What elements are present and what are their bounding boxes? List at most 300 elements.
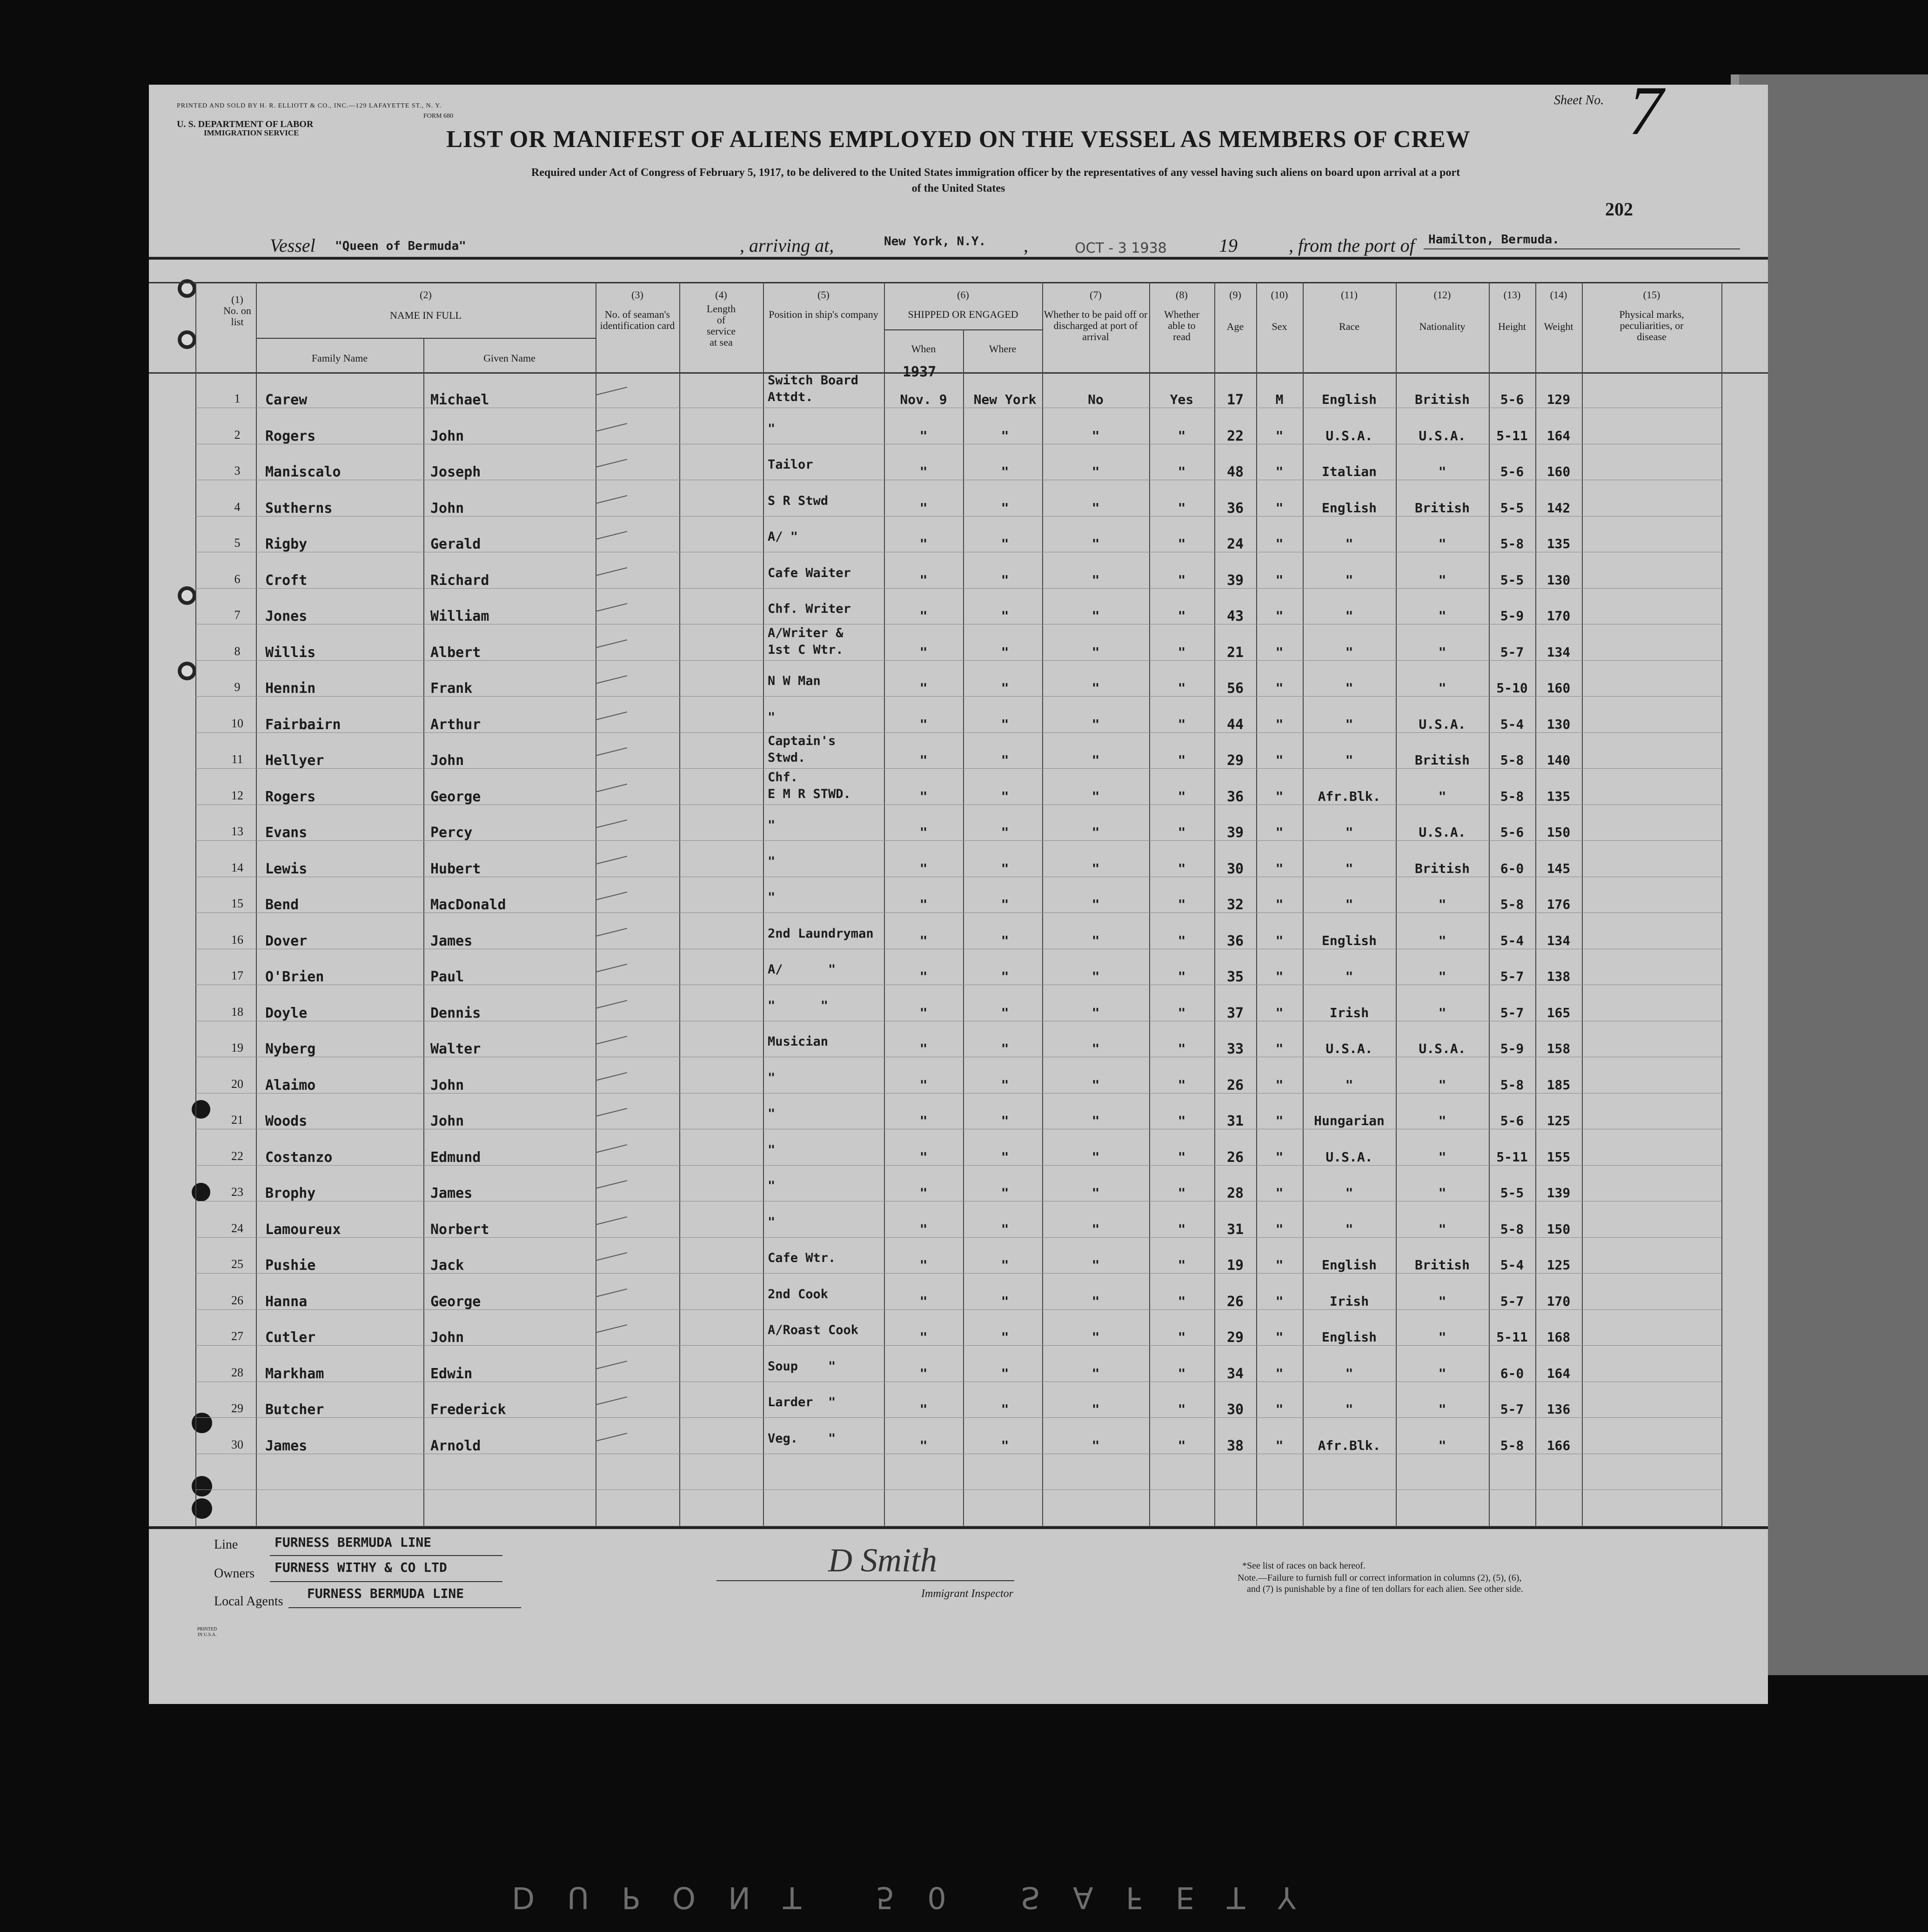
paid-off: " [1091, 1257, 1100, 1273]
height: 5-11 [1496, 1329, 1528, 1345]
engaged-when: " [919, 752, 928, 768]
sex: " [1275, 1329, 1284, 1345]
age: 29 [1226, 1329, 1244, 1346]
column-rule [256, 282, 257, 1526]
year-label: 19 [1219, 235, 1238, 256]
weight: 135 [1546, 789, 1571, 804]
family-name: Carew [265, 392, 308, 408]
engaged-where: " [1001, 464, 1009, 479]
col-label: Height [1498, 321, 1526, 332]
age: 34 [1226, 1366, 1244, 1382]
col-label: Whether to be paid off or discharged at port of arrival [1044, 309, 1148, 342]
arriving-label: , arriving at, [740, 235, 834, 256]
paid-off: " [1091, 897, 1100, 912]
nationality: British [1414, 500, 1470, 516]
able-to-read: " [1178, 1438, 1186, 1453]
height: 5-7 [1500, 969, 1524, 984]
engaged-when: " [919, 1005, 928, 1020]
id-card-check-mark [596, 784, 627, 792]
manifest-sheet [149, 85, 1768, 1704]
column-rule [1721, 282, 1722, 1526]
arrival-date-stamp: OCT - 3 1938 [1075, 240, 1167, 256]
able-to-read: " [1178, 1185, 1186, 1201]
engaged-where: " [1001, 933, 1009, 948]
engaged-when: " [919, 1149, 928, 1165]
row-rule [195, 1345, 1721, 1346]
paid-off: " [1091, 752, 1100, 768]
id-card-check-mark [596, 1216, 627, 1225]
paid-off: " [1091, 1005, 1100, 1020]
col-label: No. of seaman's identification card [600, 309, 675, 331]
engaged-when: " [919, 500, 928, 516]
id-card-check-mark [596, 495, 627, 504]
weight: 185 [1546, 1077, 1571, 1093]
table-top-rule [149, 257, 1768, 260]
col-number: (5) [817, 289, 830, 301]
family-name: Maniscalo [265, 464, 341, 480]
paid-off: " [1091, 1185, 1100, 1201]
given-name: Gerald [430, 536, 481, 552]
manifest-title: LIST OR MANIFEST OF ALIENS EMPLOYED ON THE VESSEL AS MEMBERS OF CREW [446, 126, 1471, 153]
race: " [1345, 717, 1353, 732]
engaged-where: " [1001, 428, 1009, 443]
family-name: Bend [265, 897, 299, 913]
col-number: (4) [715, 289, 727, 301]
nationality: " [1438, 1294, 1446, 1309]
height: 5-8 [1500, 1077, 1524, 1093]
given-name: Jack [430, 1257, 464, 1274]
weight: 140 [1546, 752, 1571, 768]
engaged-where: " [1001, 789, 1009, 804]
age: 26 [1226, 1149, 1244, 1166]
from-port-label: , from the port of [1289, 235, 1415, 256]
sex: " [1275, 1402, 1284, 1417]
sex: " [1275, 464, 1284, 479]
race: " [1345, 969, 1353, 984]
nationality: " [1438, 1221, 1446, 1237]
race: U.S.A. [1326, 428, 1373, 443]
engaged-where: " [1001, 680, 1009, 696]
nationality: British [1414, 752, 1470, 768]
age: 56 [1226, 680, 1244, 697]
given-name: Norbert [430, 1221, 489, 1238]
height: 5-8 [1500, 752, 1524, 768]
row-number: 28 [231, 1366, 243, 1379]
sheet-number: 7 [1628, 85, 1663, 149]
sex: M [1275, 392, 1284, 407]
weight: 160 [1546, 680, 1571, 696]
line-label: Line [214, 1537, 238, 1552]
id-card-check-mark [596, 819, 627, 828]
engaged-where: " [1001, 1402, 1009, 1417]
engaged-when: " [919, 1221, 928, 1237]
row-number: 4 [234, 500, 241, 514]
row-number: 22 [231, 1149, 243, 1163]
paid-off: " [1091, 464, 1100, 479]
position: " [768, 818, 776, 832]
sex: " [1275, 1005, 1284, 1020]
family-name: Fairbairn [265, 717, 341, 733]
weight: 168 [1546, 1329, 1571, 1345]
row-rule [195, 1273, 1721, 1274]
paid-off: " [1091, 1041, 1100, 1056]
family-name: Butcher [265, 1402, 324, 1418]
position: " [768, 1107, 776, 1121]
engaged-when: " [919, 825, 928, 840]
sex: " [1275, 1366, 1284, 1381]
position: " [768, 890, 776, 905]
able-to-read: " [1178, 897, 1186, 912]
col-physical-marks-header [1582, 289, 1721, 342]
id-card-check-mark [596, 387, 627, 396]
position: " [768, 1143, 776, 1157]
nationality: " [1438, 969, 1446, 984]
column-rule [884, 282, 885, 1526]
col-number: (7) [1090, 289, 1102, 301]
height: 5-5 [1500, 572, 1524, 588]
weight: 145 [1546, 861, 1571, 876]
able-to-read: " [1178, 1329, 1186, 1345]
able-to-read: " [1178, 1113, 1186, 1128]
agents-stamp: FURNESS BERMUDA LINE [307, 1586, 464, 1601]
sex: " [1275, 1294, 1284, 1309]
engaged-where: " [1001, 1294, 1009, 1309]
position: " " [768, 999, 829, 1013]
sheet-label: Sheet No. [1554, 93, 1604, 107]
family-name: Sutherns [265, 500, 333, 517]
height: 5-7 [1500, 1005, 1524, 1020]
able-to-read: " [1178, 933, 1186, 948]
id-card-check-mark [596, 747, 627, 756]
paid-off: " [1091, 1366, 1100, 1381]
col-number: (10) [1271, 289, 1288, 301]
id-card-check-mark [596, 567, 627, 576]
line-underline [270, 1555, 502, 1556]
service: IMMIGRATION SERVICE [204, 128, 299, 137]
race: " [1345, 1402, 1353, 1417]
id-card-check-mark [596, 856, 627, 865]
height: 5-11 [1496, 428, 1528, 443]
penalty-note: Note.—Failure to furnish full or correct information in columns (2), (5), (6), [1238, 1573, 1522, 1583]
able-to-read: " [1178, 969, 1186, 984]
col-label: Sex [1272, 321, 1287, 332]
col-number: (12) [1433, 289, 1451, 301]
able-to-read: " [1178, 500, 1186, 516]
col-number: (8) [1176, 289, 1188, 301]
col-label: Weight [1544, 321, 1573, 332]
col-id-card-header [596, 289, 679, 331]
nationality: " [1438, 464, 1446, 479]
weight: 166 [1546, 1438, 1571, 1453]
position: Veg. " [768, 1431, 836, 1446]
height: 5-6 [1500, 464, 1524, 479]
id-card-check-mark [596, 675, 627, 684]
engaged-when: " [919, 1366, 928, 1381]
age: 43 [1226, 608, 1244, 624]
age: 39 [1226, 825, 1244, 841]
nationality: U.S.A. [1419, 428, 1466, 443]
punch-hole [192, 1413, 212, 1433]
id-card-check-mark [596, 1072, 627, 1081]
position: 2nd Cook [768, 1287, 829, 1301]
age: 24 [1226, 536, 1244, 552]
position: Chf. Writer [768, 602, 851, 616]
able-to-read: " [1178, 464, 1186, 479]
engaged-where: " [1001, 608, 1009, 624]
able-to-read: " [1178, 572, 1186, 588]
engaged-where: " [1001, 1438, 1009, 1453]
age: 37 [1226, 1005, 1244, 1021]
age: 35 [1226, 969, 1244, 985]
given-name: Frederick [430, 1402, 506, 1418]
position: A/ " [768, 962, 836, 977]
race: English [1321, 933, 1377, 948]
owners-underline [270, 1581, 502, 1582]
col-given-header: Given Name [483, 352, 536, 364]
given-name: George [430, 789, 481, 805]
paid-off: " [1091, 536, 1100, 551]
sex: " [1275, 969, 1284, 984]
position: Switch Board [768, 373, 859, 388]
col-where-header: Where [989, 343, 1017, 355]
height: 5-8 [1500, 897, 1524, 912]
id-card-check-mark [596, 1433, 627, 1442]
punch-hole [192, 1476, 212, 1496]
height: 5-6 [1500, 392, 1524, 407]
col-no-header [219, 294, 256, 328]
race: " [1345, 680, 1353, 696]
given-name: Arthur [430, 717, 481, 733]
family-name: Hanna [265, 1294, 308, 1310]
weight: 176 [1546, 897, 1571, 912]
row-rule [195, 732, 1721, 733]
engaged-where: " [1001, 861, 1009, 876]
race: U.S.A. [1326, 1041, 1373, 1056]
engaged-when: " [919, 428, 928, 443]
row-number: 19 [231, 1041, 243, 1054]
engaged-when: " [919, 1294, 928, 1309]
age: 32 [1226, 897, 1244, 913]
paid-off: " [1091, 717, 1100, 732]
engaged-when: " [919, 1185, 928, 1201]
col-label: SHIPPED OR ENGAGED [908, 309, 1018, 320]
nationality: " [1438, 680, 1446, 696]
given-name: John [430, 1113, 464, 1129]
family-name: Lewis [265, 861, 308, 877]
race: " [1345, 608, 1353, 624]
engaged-where: " [1001, 1005, 1009, 1020]
age: 21 [1226, 644, 1244, 661]
race: " [1345, 1366, 1353, 1381]
given-name: MacDonald [430, 897, 506, 913]
family-name: Markham [265, 1366, 324, 1382]
family-name: Hennin [265, 680, 316, 697]
id-card-check-mark [596, 1144, 627, 1153]
paid-off: " [1091, 1113, 1100, 1128]
sex: " [1275, 1077, 1284, 1093]
race: " [1345, 1221, 1353, 1237]
able-to-read: " [1178, 1149, 1186, 1165]
nationality: British [1414, 861, 1470, 876]
nationality: " [1438, 536, 1446, 551]
height: 6-0 [1500, 1366, 1524, 1381]
race: Irish [1329, 1005, 1369, 1020]
id-card-check-mark [596, 603, 627, 612]
height: 5-10 [1496, 680, 1528, 696]
row-number: 3 [234, 464, 241, 477]
nationality: " [1438, 644, 1446, 660]
sex: " [1275, 897, 1284, 912]
engaged-where: " [1001, 572, 1009, 588]
col-number: (6) [957, 289, 969, 301]
family-name: Jones [265, 608, 308, 624]
weight: 165 [1546, 1005, 1571, 1020]
id-card-check-mark [596, 459, 627, 468]
race: " [1345, 825, 1353, 840]
col-number: (9) [1229, 289, 1241, 301]
weight: 164 [1546, 1366, 1571, 1381]
paid-off: " [1091, 1294, 1100, 1309]
row-number: 6 [234, 572, 241, 586]
family-name: Lamoureux [265, 1221, 341, 1238]
given-name: Edwin [430, 1366, 473, 1382]
race: English [1321, 392, 1377, 407]
penalty-note-2: and (7) is punishable by a fine of ten dollars for each alien. See other side. [1247, 1584, 1523, 1594]
height: 5-9 [1500, 1041, 1524, 1056]
engaged-when: " [919, 969, 928, 984]
col-number: (11) [1341, 289, 1358, 301]
nationality: " [1438, 789, 1446, 804]
row-number: 24 [231, 1221, 243, 1235]
race: Italian [1321, 464, 1377, 479]
weight: 170 [1546, 608, 1571, 624]
inspector-signature: D Smith [828, 1542, 937, 1579]
engaged-where: New York [973, 392, 1037, 407]
engaged-where: " [1001, 825, 1009, 840]
age: 17 [1226, 392, 1244, 408]
given-name: Richard [430, 572, 489, 589]
family-name: James [265, 1438, 308, 1454]
given-name: Frank [430, 680, 473, 697]
family-name: Nyberg [265, 1041, 316, 1057]
family-name: Rigby [265, 536, 308, 552]
col-label: No. on list [223, 305, 251, 328]
col-height-header [1489, 289, 1535, 332]
row-number: 1 [234, 392, 241, 405]
row-rule [195, 1489, 1721, 1490]
weight: 139 [1546, 1185, 1571, 1201]
engaged-when: " [919, 680, 928, 696]
row-number: 29 [231, 1402, 243, 1415]
engaged-where: " [1001, 1113, 1009, 1128]
col-position-header [763, 289, 884, 320]
engaged-where: " [1001, 1077, 1009, 1093]
engaged-when: " [919, 717, 928, 732]
row-rule [195, 1237, 1721, 1238]
nationality: " [1438, 1113, 1446, 1128]
given-name: Edmund [430, 1149, 481, 1166]
punch-hole [192, 1100, 210, 1119]
given-name: Joseph [430, 464, 481, 480]
id-card-check-mark [596, 1324, 627, 1333]
vessel-name: "Queen of Bermuda" [335, 239, 466, 253]
row-number: 8 [234, 644, 241, 658]
given-name: Albert [430, 644, 481, 661]
id-card-check-mark [596, 1288, 627, 1297]
sex: " [1275, 572, 1284, 588]
comma: , [1024, 235, 1028, 256]
id-card-check-mark [596, 423, 627, 432]
col-label: Whether able to read [1164, 309, 1199, 342]
col-weight-header [1535, 289, 1582, 332]
row-number: 21 [231, 1113, 243, 1127]
sex: " [1275, 1113, 1284, 1128]
weight: 125 [1546, 1113, 1571, 1128]
race: " [1345, 572, 1353, 588]
id-card-check-mark [596, 1361, 627, 1369]
row-rule [195, 696, 1721, 697]
weight: 135 [1546, 536, 1571, 551]
id-card-check-mark [596, 928, 627, 937]
age: 22 [1226, 428, 1244, 444]
age: 36 [1226, 933, 1244, 949]
name-subheader-rule [256, 338, 596, 339]
position: Soup " [768, 1359, 836, 1374]
engaged-where: " [1001, 1149, 1009, 1165]
col-family-header: Family Name [311, 352, 368, 364]
race: Afr.Blk. [1318, 1438, 1381, 1453]
column-rule [763, 282, 764, 1526]
col-label: Physical marks, peculiarities, or disease [1619, 309, 1684, 342]
inspector-label: Immigrant Inspector [921, 1588, 1013, 1600]
col-number: (2) [420, 289, 432, 301]
able-to-read: " [1178, 1005, 1186, 1020]
col-number: (13) [1503, 289, 1521, 301]
engaged-when: " [919, 1329, 928, 1345]
engaged-where: " [1001, 1329, 1009, 1345]
sex: " [1275, 1149, 1284, 1165]
paid-off: " [1091, 680, 1100, 696]
engaged-when: " [919, 1402, 928, 1417]
position: " [768, 422, 776, 436]
nationality: " [1438, 933, 1446, 948]
family-name: Rogers [265, 789, 316, 805]
age: 31 [1226, 1221, 1244, 1238]
paid-off: " [1091, 969, 1100, 984]
age: 36 [1226, 500, 1244, 517]
sex: " [1275, 1041, 1284, 1056]
sex: " [1275, 933, 1284, 948]
height: 5-5 [1500, 1185, 1524, 1201]
nationality: " [1438, 1149, 1446, 1165]
race: Hungarian [1314, 1113, 1385, 1128]
height: 5-5 [1500, 500, 1524, 516]
able-to-read: " [1178, 789, 1186, 804]
family-name: Pushie [265, 1257, 316, 1274]
engaged-where: " [1001, 500, 1009, 516]
row-number: 5 [234, 536, 241, 550]
engaged-when: " [919, 572, 928, 588]
id-card-check-mark [596, 1396, 627, 1405]
nationality: " [1438, 1077, 1446, 1093]
sex: " [1275, 789, 1284, 804]
height: 5-8 [1500, 536, 1524, 551]
row-rule [195, 768, 1721, 769]
page-number: 202 [1605, 199, 1633, 220]
departure-port: Hamilton, Bermuda. [1428, 233, 1560, 247]
race: " [1345, 536, 1353, 551]
id-card-check-mark [596, 639, 627, 648]
